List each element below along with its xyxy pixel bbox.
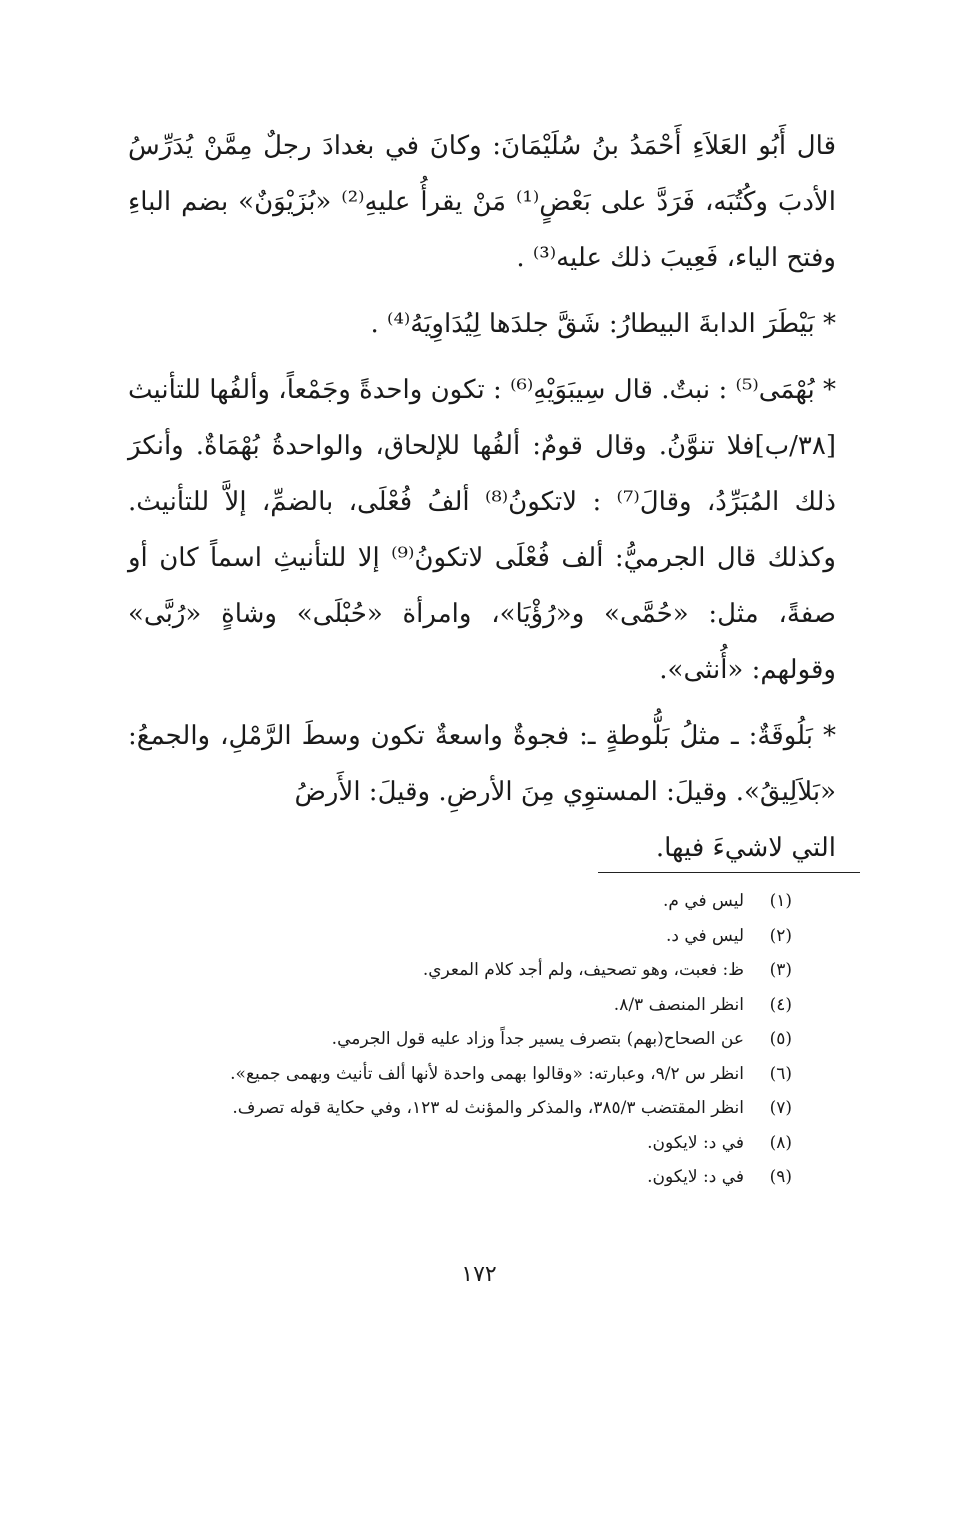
footnote-number: (٣) [769,960,792,980]
footnote-text: ليس في م. [662,891,744,911]
footnote-text: انظر س ٩/٢، وعبارته: «وقالوا بهمى واحدة لأنها ألف تأنيث وبهمى جميع». [230,1063,744,1084]
footnote-number: (٧) [769,1098,792,1118]
footnote [110,1022,792,1057]
footnote-number: (٨) [769,1132,792,1153]
paragraph-baluqa: * بَلُوقَةٌ: ـ مثلُ بَلُّوطةٍ ـ: فجوةٌ واسعةٌ تكون وسطَ الرَّمْلِ، والجمعُ: «بَلاَلِيقُ». وقيلَ: المستوِي مِنَ الأرضِ. وقيلَ: الأَرضُ [128,721,836,807]
footnote-text: ظ: فعبت، وهو تصحيف، ولم أجد كلام المعري. [422,960,744,980]
footnote-text: عن الصحاح(بهم) بتصرف يسير جداً وزاد عليه قول الجرمي. [331,1029,744,1049]
footnote-text: في د: لايكون. [647,1167,744,1187]
footnote [110,1126,792,1161]
main-text [128,118,836,876]
footnote-text: ليس في د. [665,925,744,946]
footnote [110,1091,792,1126]
footnote [110,919,792,954]
footnote [110,1057,792,1092]
paragraph-baluqa-last-line: التي لاشيءَ فيها. [655,833,836,863]
footnote-number: (٢) [769,925,792,946]
footnote-text: في د: لايكون. [647,1132,744,1153]
footnote [110,988,792,1023]
paragraph-buhma: * بُهْمَى⁽⁵⁾ : نبتٌ. قال سِيبَوَيْهِ⁽⁶⁾ : تكون واحدةً وجَمْعاً، وألفُها للتأنيث [٣٨/ب]فلا تنوَّنُ. وقال قومٌ: ألفُها للإلحاق، والواحدةُ بُهْمَاةٌ. وأنكرَ ذلك المُبَرِّدُ، وقالَ⁽⁷⁾ : لاتكونُ⁽⁸⁾ ألفُ فُعْلَى، بالضمِّ، إلاَّ للتأنيث. وكذلك قال الجرميُّ: ألف فُعْلَى لاتكونُ⁽⁹⁾ إلا للتأنيثِ اسماً كان أو صفةً، مثل: «حُمَّى» و«رُؤْيَا»، وامرأة «حُبْلَى» وشاةٍ «رُبَّى» وقولهم: «أُنثى». [128,375,837,685]
footnote [110,884,792,919]
footnote-number: (٩) [769,1167,792,1187]
footnote-separator [598,872,860,873]
footnote [110,1160,792,1195]
paragraph-baytara: * بَيْطَرَ الدابةَ البيطارُ: شَقَّ جلدَها لِيُدَاوِيَهُ⁽⁴⁾ . [370,309,836,339]
footnotes [110,884,792,1195]
footnote-number: (١) [769,891,792,911]
page-number: ١٧٢ [461,1262,497,1287]
footnote-text: انظر المقتضب ٣٨٥/٣، والمذكر والمؤنث له ١٢٣، وفي حكاية قوله تصرف. [232,1098,744,1118]
footnote-text: انظر المنصف ٨/٣. [613,994,744,1015]
footnote-number: (٦) [769,1063,792,1084]
footnote [110,953,792,988]
footnote-number: (٥) [769,1029,792,1049]
paragraph-abu-alala: قال أَبُو العَلاَءِ أَحْمَدُ بنُ سُلَيْمَانَ: وكانَ في بغدادَ رجلٌ مِمَّنْ يُدَرِّسُ الأدبَ وكُتُبَه، فَرَدَّ على بَعْضٍ⁽¹⁾ مَنْ يقرأُ عليهِ⁽²⁾ «بُزَيْوَنٌ» بضم الباءِ وفتح الياء، فَعِيبَ ذلك عليه⁽³⁾ . [128,131,836,273]
footnote-number: (٤) [769,994,792,1015]
